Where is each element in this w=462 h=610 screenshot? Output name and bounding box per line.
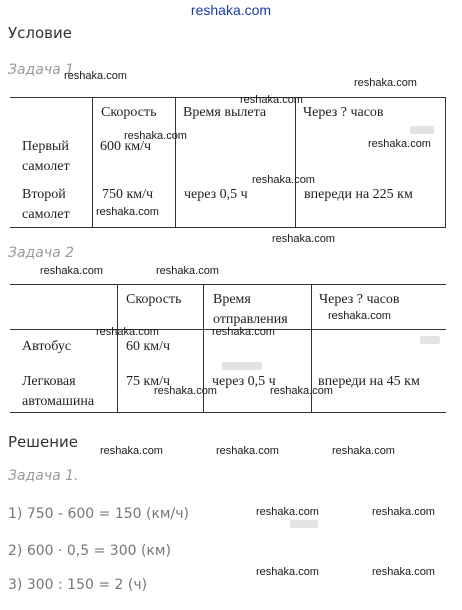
watermark: reshaka.com <box>372 566 435 578</box>
watermark: reshaka.com <box>354 77 417 89</box>
site-title: reshaka.com <box>190 2 272 18</box>
blur-artifact <box>420 336 440 344</box>
task1-row2-speed: 750 км/ч <box>102 187 154 202</box>
task2-row2-time: через 0,5 ч <box>212 374 276 389</box>
watermark: reshaka.com <box>272 233 335 245</box>
task1-header-speed: Скорость <box>101 105 157 120</box>
watermark: reshaka.com <box>216 445 279 457</box>
task2-row2-speed: 75 км/ч <box>126 374 171 389</box>
task2-row2-result: впереди на 45 км <box>318 374 420 389</box>
blur-artifact <box>290 520 318 528</box>
solution-heading: Решение <box>8 433 79 451</box>
watermark: reshaka.com <box>96 326 159 338</box>
watermark: reshaka.com <box>256 566 319 578</box>
task2-label: Задача 2 <box>8 245 75 261</box>
blur-artifact <box>410 126 434 134</box>
watermark: reshaka.com <box>96 206 159 218</box>
task1-row2-result: впереди на 225 км <box>304 187 413 202</box>
watermark: reshaka.com <box>372 506 435 518</box>
solution-step-2: 2) 600 · 0,5 = 300 (км) <box>8 543 171 559</box>
task2-row1-name: Автобус <box>22 339 72 354</box>
watermark: reshaka.com <box>212 326 275 338</box>
task2-header-departure: Время отправления <box>213 292 288 327</box>
watermark: reshaka.com <box>332 445 395 457</box>
task1-row1-speed: 600 км/ч <box>100 139 152 154</box>
watermark: reshaka.com <box>154 385 217 397</box>
watermark: reshaka.com <box>40 265 103 277</box>
watermark: reshaka.com <box>124 130 187 142</box>
task1-label: Задача 1 <box>8 62 75 78</box>
solution-step-1: 1) 750 - 600 = 150 (км/ч) <box>8 506 189 522</box>
task2-header-hours: Через ? часов <box>319 292 400 307</box>
task2-header-speed: Скорость <box>126 292 182 307</box>
watermark: reshaka.com <box>270 385 333 397</box>
task1-row2-name: Второй самолет <box>22 187 70 222</box>
watermark: reshaka.com <box>240 94 303 106</box>
blur-artifact <box>222 362 262 370</box>
watermark: reshaka.com <box>256 506 319 518</box>
watermark: reshaka.com <box>100 445 163 457</box>
task1-header-hours: Через ? часов <box>303 105 384 120</box>
task1-header-departure: Время вылета <box>183 105 267 120</box>
task1-row2-time: через 0,5 ч <box>184 187 248 202</box>
watermark: reshaka.com <box>252 174 315 186</box>
watermark: reshaka.com <box>328 310 391 322</box>
condition-heading: Условие <box>8 24 72 42</box>
solution-step-3: 3) 300 : 150 = 2 (ч) <box>8 577 148 593</box>
watermark: reshaka.com <box>368 138 431 150</box>
watermark: reshaka.com <box>64 70 127 82</box>
task2-row1-speed: 60 км/ч <box>126 339 171 354</box>
task1-row1-name: Первый самолет <box>22 139 70 174</box>
task2-row2-name: Легковая автомашина <box>22 374 95 409</box>
watermark: reshaka.com <box>156 265 219 277</box>
solution-task-label: Задача 1. <box>8 468 79 484</box>
